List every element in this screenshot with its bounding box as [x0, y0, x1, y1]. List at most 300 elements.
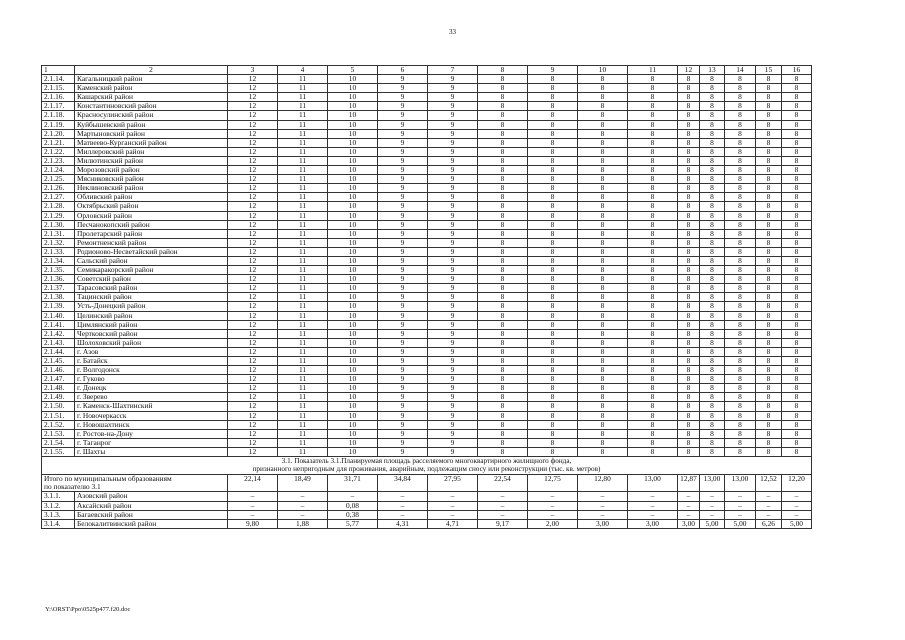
column-number-header: 16 — [782, 66, 812, 75]
table-cell: 11 — [278, 120, 328, 129]
table-cell: 8 — [478, 338, 528, 347]
table-cell: 8 — [528, 75, 578, 84]
table-cell: 8 — [725, 375, 756, 384]
table-cell: 8 — [528, 411, 578, 420]
row-name: Тарасовский район — [75, 284, 228, 293]
table-cell: 8 — [678, 84, 700, 93]
table-cell: 8 — [578, 211, 628, 220]
table-cell: 8 — [678, 184, 700, 193]
table-cell: 9 — [428, 320, 478, 329]
section-heading: признанного непригодным для проживания, аварийным, подлежащим сносу или реконструкции (тыс. кв. метров) — [42, 465, 812, 474]
row-name: г. Таганрог — [75, 438, 228, 447]
table-cell: 10 — [328, 275, 378, 284]
table-cell: 8 — [756, 284, 782, 293]
table-cell: 8 — [678, 220, 700, 229]
table-cell: 8 — [628, 302, 678, 311]
table-cell: 12 — [228, 84, 278, 93]
table-cell: 8 — [478, 366, 528, 375]
row-name: г. Шахты — [75, 447, 228, 456]
table-cell: 8 — [528, 311, 578, 320]
table-cell: 8 — [578, 138, 628, 147]
table-cell: 8 — [756, 402, 782, 411]
table-cell: 8 — [756, 229, 782, 238]
row-code: 2.1.43. — [42, 338, 75, 347]
table-cell: 10 — [328, 102, 378, 111]
table-cell: 11 — [278, 393, 328, 402]
table-cell: 8 — [678, 320, 700, 329]
table-cell: 12 — [228, 193, 278, 202]
table-cell: – — [278, 501, 328, 510]
table-cell: – — [756, 510, 782, 519]
table-cell: 9 — [428, 284, 478, 293]
table-cell: – — [478, 501, 528, 510]
table-cell: 8 — [700, 129, 725, 138]
table-cell: 8 — [478, 402, 528, 411]
table-cell: 8 — [700, 338, 725, 347]
table-cell: 8 — [700, 229, 725, 238]
column-number-header: 9 — [528, 66, 578, 75]
table-cell: 8 — [782, 184, 812, 193]
table-cell: – — [725, 501, 756, 510]
table-cell: 8 — [756, 393, 782, 402]
table-cell: 3,00 — [678, 519, 700, 528]
table-cell: 8 — [578, 375, 628, 384]
table-cell: 10 — [328, 247, 378, 256]
table-cell: 9 — [378, 138, 428, 147]
table-cell: 8 — [725, 156, 756, 165]
table-cell: 10 — [328, 420, 378, 429]
table-cell: 11 — [278, 338, 328, 347]
table-cell: 12 — [228, 166, 278, 175]
table-cell: 9 — [378, 420, 428, 429]
row-code: 3.1.3. — [42, 510, 75, 519]
table-cell: 12 — [228, 384, 278, 393]
table-cell: 8 — [756, 202, 782, 211]
table-cell: 12 — [228, 347, 278, 356]
table-cell: 12 — [228, 320, 278, 329]
row-name: Кагальницкий район — [75, 75, 228, 84]
table-cell: 9 — [378, 284, 428, 293]
table-cell: 8 — [782, 438, 812, 447]
table-row — [42, 366, 812, 375]
table-cell: 9 — [378, 338, 428, 347]
table-cell: 8 — [528, 402, 578, 411]
table-cell: 9 — [428, 329, 478, 338]
row-name: Багаевский район — [75, 510, 228, 519]
table-cell: 11 — [278, 175, 328, 184]
table-cell: 8 — [725, 411, 756, 420]
table-cell: 12 — [228, 275, 278, 284]
table-cell: 11 — [278, 384, 328, 393]
table-cell: 12 — [228, 111, 278, 120]
table-cell: 8 — [628, 220, 678, 229]
row-code: 2.1.46. — [42, 366, 75, 375]
table-cell: – — [628, 501, 678, 510]
table-cell: 10 — [328, 175, 378, 184]
table-cell: 8 — [725, 429, 756, 438]
table-cell: 12 — [228, 357, 278, 366]
table-cell: – — [528, 492, 578, 501]
table-cell: 10 — [328, 75, 378, 84]
table-cell: 8 — [478, 202, 528, 211]
table-cell: – — [782, 510, 812, 519]
table-cell: 9 — [378, 193, 428, 202]
table-cell: 12 — [228, 93, 278, 102]
table-cell: 8 — [478, 438, 528, 447]
table-cell: 8 — [628, 202, 678, 211]
footer-file-path: Y:\ORST\Ppo\0525p477.f20.doc — [45, 606, 131, 613]
table-cell: 8 — [578, 156, 628, 165]
table-cell: 11 — [278, 402, 328, 411]
table-cell: 8 — [782, 447, 812, 456]
table-cell: 8 — [528, 129, 578, 138]
table-cell: 8 — [528, 338, 578, 347]
table-cell: 9 — [428, 202, 478, 211]
row-name: Обливский район — [75, 193, 228, 202]
row-code: 2.1.38. — [42, 293, 75, 302]
table-row — [42, 193, 812, 202]
table-cell: 8 — [700, 138, 725, 147]
table-cell: 8 — [628, 384, 678, 393]
table-cell: 8 — [628, 84, 678, 93]
row-name: Родионово-Несветайский район — [75, 247, 228, 256]
table-cell: 8 — [628, 338, 678, 347]
table-cell: 8 — [678, 247, 700, 256]
table-cell: 10 — [328, 229, 378, 238]
table-cell: 8 — [756, 338, 782, 347]
table-cell: 12 — [228, 147, 278, 156]
column-number-header: 8 — [478, 66, 528, 75]
table-cell: 8 — [628, 111, 678, 120]
row-name: Целинский район — [75, 311, 228, 320]
table-cell: – — [700, 501, 725, 510]
table-cell: 9 — [428, 138, 478, 147]
row-name: Миллеровский район — [75, 147, 228, 156]
table-header-row — [42, 66, 812, 75]
table-cell: 9 — [378, 120, 428, 129]
row-code: 2.1.34. — [42, 256, 75, 265]
table-cell: – — [678, 510, 700, 519]
data-table — [41, 65, 812, 529]
table-cell: 8 — [782, 320, 812, 329]
table-cell: 8 — [478, 229, 528, 238]
table-cell: 8 — [678, 147, 700, 156]
table-cell: 8 — [528, 384, 578, 393]
table-row — [42, 275, 812, 284]
table-cell: 27,95 — [428, 474, 478, 492]
table-cell: 8 — [700, 220, 725, 229]
table-cell: 8 — [725, 111, 756, 120]
table-cell: 8 — [628, 211, 678, 220]
table-cell: 8 — [478, 102, 528, 111]
table-cell: 8 — [578, 102, 628, 111]
table-cell: 9 — [378, 329, 428, 338]
row-code: 2.1.55. — [42, 447, 75, 456]
table-row — [42, 311, 812, 320]
table-cell: 8 — [578, 202, 628, 211]
table-cell: 9 — [378, 447, 428, 456]
table-cell: 8 — [756, 102, 782, 111]
table-cell: 9 — [428, 338, 478, 347]
table-cell: 8 — [528, 275, 578, 284]
row-code: 3.1.1. — [42, 492, 75, 501]
table-cell: 8 — [678, 284, 700, 293]
row-code: 2.1.17. — [42, 102, 75, 111]
row-code: 2.1.36. — [42, 275, 75, 284]
table-cell: 12,75 — [528, 474, 578, 492]
table-cell: 12 — [228, 184, 278, 193]
table-cell: 8 — [478, 193, 528, 202]
table-cell: 8 — [782, 429, 812, 438]
table-cell: 9 — [428, 129, 478, 138]
table-cell: 22,14 — [228, 474, 278, 492]
table-cell: 4,31 — [378, 519, 428, 528]
column-number-header: 14 — [725, 66, 756, 75]
table-cell: 8 — [478, 238, 528, 247]
table-cell: 8 — [756, 211, 782, 220]
table-cell: 2,00 — [528, 519, 578, 528]
table-cell: 8 — [578, 120, 628, 129]
table-row — [42, 229, 812, 238]
table-cell: 8 — [700, 393, 725, 402]
table-cell: 10 — [328, 293, 378, 302]
table-cell: – — [528, 501, 578, 510]
table-cell: 8 — [782, 311, 812, 320]
table-cell: 8 — [678, 166, 700, 175]
table-cell: 8 — [678, 229, 700, 238]
table-cell: 8 — [578, 284, 628, 293]
table-cell: 12 — [228, 311, 278, 320]
table-cell: 8 — [782, 402, 812, 411]
table-cell: 10 — [328, 266, 378, 275]
table-cell: – — [578, 501, 628, 510]
table-cell: 8 — [678, 193, 700, 202]
table-cell: 8 — [678, 411, 700, 420]
total-label-line: Итого по муниципальным образованиям — [44, 474, 172, 483]
table-cell: 9 — [378, 438, 428, 447]
table-cell: 10 — [328, 357, 378, 366]
table-cell: 8 — [528, 266, 578, 275]
table-cell: 9 — [378, 320, 428, 329]
table-cell: 12 — [228, 338, 278, 347]
row-name: Белокалитвинский район — [75, 519, 228, 528]
table-cell: 9 — [428, 220, 478, 229]
table-cell: 8 — [478, 166, 528, 175]
row-code: 2.1.54. — [42, 438, 75, 447]
table-cell: 8 — [725, 393, 756, 402]
table-cell: – — [578, 510, 628, 519]
table-cell: 12 — [228, 138, 278, 147]
table-cell: 9 — [428, 211, 478, 220]
row-name: Пролетарский район — [75, 229, 228, 238]
table-cell: 10 — [328, 411, 378, 420]
table-cell: 8 — [578, 411, 628, 420]
table-cell: 8 — [756, 147, 782, 156]
table-cell: 9 — [378, 211, 428, 220]
table-cell: 8 — [478, 220, 528, 229]
table-cell: 8 — [725, 447, 756, 456]
table-cell: 8 — [628, 411, 678, 420]
table-cell: 8 — [756, 420, 782, 429]
table-cell: 8 — [725, 129, 756, 138]
row-code: 2.1.18. — [42, 111, 75, 120]
table-cell: 11 — [278, 129, 328, 138]
row-name: Цимлянский район — [75, 320, 228, 329]
table-cell: 8 — [578, 275, 628, 284]
table-cell: 8 — [700, 384, 725, 393]
table-cell: 8 — [678, 256, 700, 265]
table-cell: 8 — [528, 247, 578, 256]
table-cell: 8 — [478, 266, 528, 275]
table-row — [42, 302, 812, 311]
table-cell: 8 — [782, 375, 812, 384]
row-name: Мясниковский район — [75, 175, 228, 184]
table-row — [42, 393, 812, 402]
table-cell: 8 — [528, 438, 578, 447]
table-cell: 9 — [378, 384, 428, 393]
table-cell: 10 — [328, 338, 378, 347]
column-number-header: 5 — [328, 66, 378, 75]
table-cell: 9 — [428, 238, 478, 247]
table-cell: 22,54 — [478, 474, 528, 492]
table-cell: 8 — [478, 156, 528, 165]
table-cell: 8 — [528, 256, 578, 265]
table-cell: 9 — [378, 156, 428, 165]
table-cell: 8 — [578, 338, 628, 347]
table-cell: 8 — [700, 193, 725, 202]
table-cell: 8 — [700, 93, 725, 102]
table-cell: 8 — [578, 247, 628, 256]
table-cell: 12,52 — [756, 474, 782, 492]
table-cell: 8 — [478, 393, 528, 402]
table-cell: 8 — [756, 256, 782, 265]
table-cell: 8 — [756, 120, 782, 129]
table-cell: 11 — [278, 366, 328, 375]
table-cell: 8 — [578, 302, 628, 311]
table-cell: 10 — [328, 375, 378, 384]
table-cell: 8 — [528, 393, 578, 402]
table-row — [42, 510, 812, 519]
table-cell: 11 — [278, 266, 328, 275]
page-number: 33 — [449, 28, 456, 36]
table-cell: 8 — [678, 357, 700, 366]
table-cell: 3,00 — [628, 519, 678, 528]
table-cell: 8 — [678, 420, 700, 429]
table-cell: 11 — [278, 375, 328, 384]
table-cell: 8 — [628, 166, 678, 175]
table-cell: 9 — [428, 402, 478, 411]
table-cell: 8 — [478, 93, 528, 102]
table-cell: 12 — [228, 220, 278, 229]
table-cell: 8 — [756, 329, 782, 338]
row-name: Песчанокопский район — [75, 220, 228, 229]
table-cell: – — [756, 492, 782, 501]
table-cell: 8 — [478, 111, 528, 120]
row-code: 2.1.39. — [42, 302, 75, 311]
row-code: 2.1.41. — [42, 320, 75, 329]
row-code: 2.1.27. — [42, 193, 75, 202]
table-cell: 8 — [725, 93, 756, 102]
table-cell: 8 — [725, 402, 756, 411]
table-cell: 8 — [678, 202, 700, 211]
table-cell: 8 — [578, 320, 628, 329]
table-cell: 12 — [228, 129, 278, 138]
table-cell: 8 — [528, 120, 578, 129]
table-cell: 8 — [678, 402, 700, 411]
row-name: г. Каменск-Шахтинский — [75, 402, 228, 411]
table-cell: 12 — [228, 175, 278, 184]
table-cell: 8 — [478, 320, 528, 329]
table-cell: 8 — [756, 184, 782, 193]
table-cell: 8 — [700, 366, 725, 375]
total-label-line: по показателю 3.1 — [44, 482, 101, 492]
table-cell: 8 — [628, 375, 678, 384]
column-number-header: 13 — [700, 66, 725, 75]
table-cell: 8 — [628, 102, 678, 111]
table-cell: 12 — [228, 247, 278, 256]
table-cell: – — [725, 492, 756, 501]
table-cell: 8 — [528, 357, 578, 366]
table-cell: 8 — [678, 211, 700, 220]
row-code: 2.1.53. — [42, 429, 75, 438]
column-number-header: 3 — [228, 66, 278, 75]
table-cell: 11 — [278, 438, 328, 447]
table-cell: 8 — [700, 120, 725, 129]
row-code: 2.1.42. — [42, 329, 75, 338]
table-cell: 8 — [528, 329, 578, 338]
table-cell: 8 — [700, 166, 725, 175]
table-cell: 8 — [578, 229, 628, 238]
table-cell: 9 — [428, 156, 478, 165]
table-cell: 8 — [578, 238, 628, 247]
table-cell: 8 — [725, 275, 756, 284]
table-cell: 8 — [700, 211, 725, 220]
table-cell: 8 — [725, 329, 756, 338]
table-cell: 8 — [700, 420, 725, 429]
table-cell: 8 — [756, 193, 782, 202]
table-cell: 8 — [782, 147, 812, 156]
table-cell: 8 — [700, 429, 725, 438]
row-code: 2.1.48. — [42, 384, 75, 393]
table-cell: 8 — [700, 184, 725, 193]
table-cell: 8 — [478, 329, 528, 338]
table-cell: 9 — [378, 220, 428, 229]
table-row — [42, 411, 812, 420]
table-cell: 13,00 — [700, 474, 725, 492]
row-code: 2.1.31. — [42, 229, 75, 238]
row-name: Неклиновский район — [75, 184, 228, 193]
table-cell: 8 — [700, 402, 725, 411]
table-row — [42, 111, 812, 120]
table-cell: 8 — [782, 84, 812, 93]
table-cell: 8 — [478, 284, 528, 293]
table-cell: 8 — [478, 411, 528, 420]
table-cell: 9 — [378, 393, 428, 402]
table-cell: – — [228, 492, 278, 501]
table-cell: 8 — [756, 347, 782, 356]
table-cell: 9 — [378, 293, 428, 302]
row-code: 2.1.49. — [42, 393, 75, 402]
table-cell: – — [378, 510, 428, 519]
table-row — [42, 293, 812, 302]
table-cell: 10 — [328, 156, 378, 165]
table-cell: 8 — [725, 438, 756, 447]
table-row — [42, 84, 812, 93]
table-cell: 8 — [478, 275, 528, 284]
section-heading-row — [42, 457, 812, 466]
table-cell: 12 — [228, 202, 278, 211]
table-cell: 8 — [578, 166, 628, 175]
